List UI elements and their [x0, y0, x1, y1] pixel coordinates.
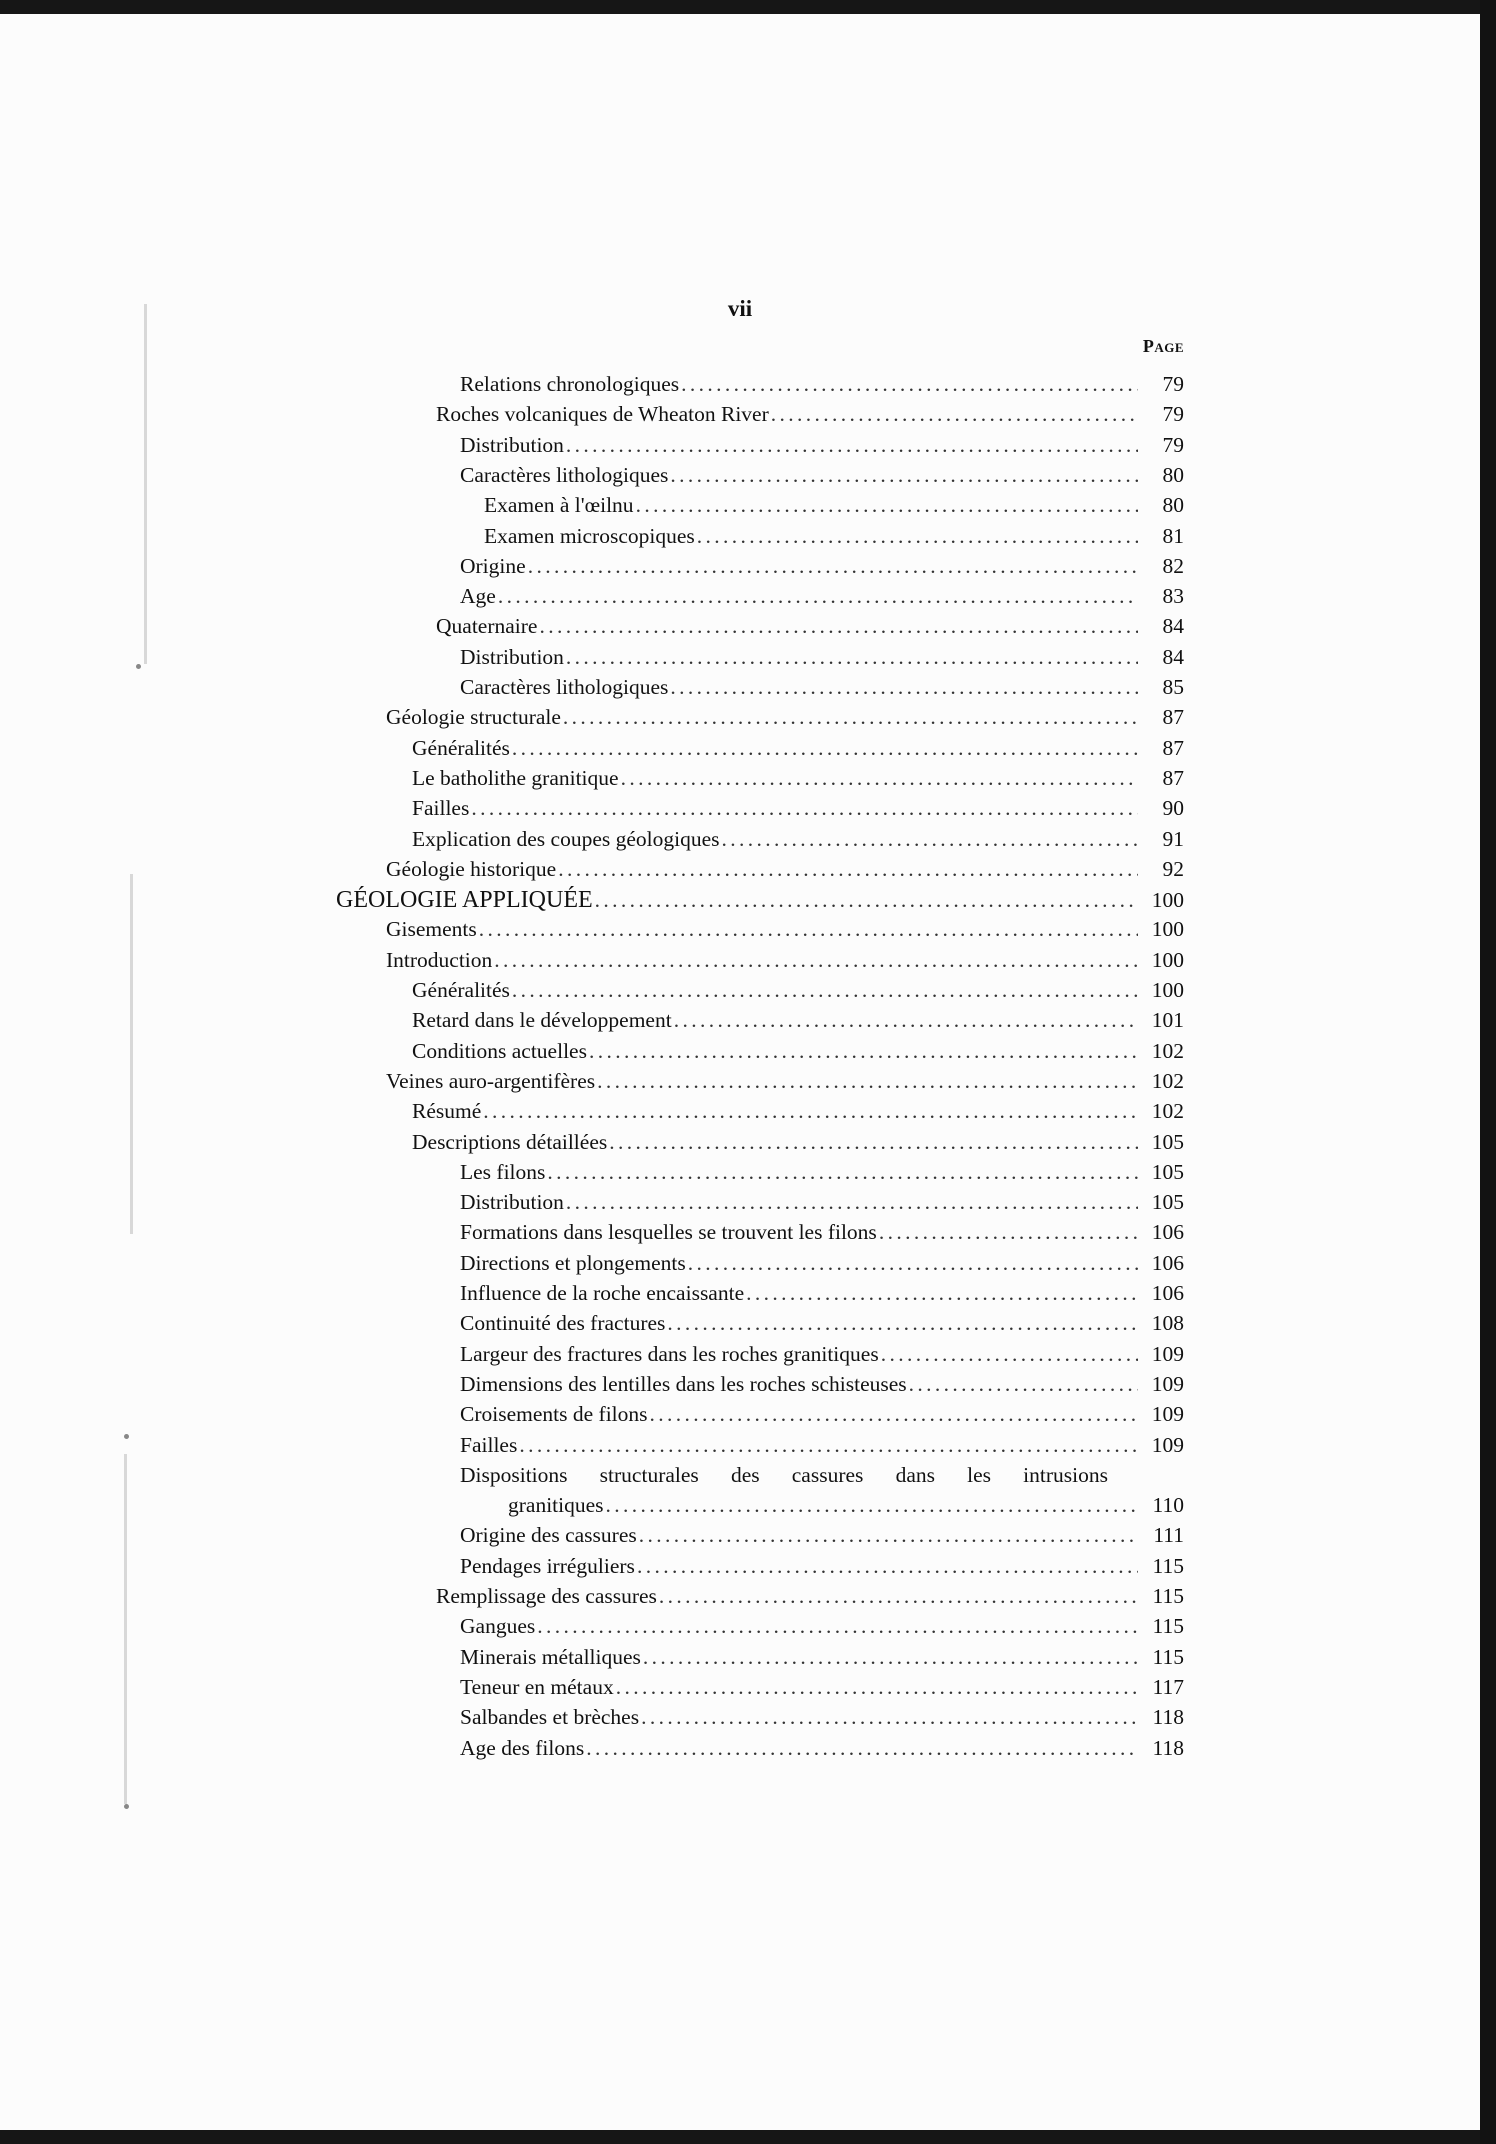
toc-entry[interactable] — [460, 1736, 1184, 1766]
toc-entry[interactable] — [460, 433, 1184, 463]
toc-entry-label: Distribution — [460, 644, 564, 669]
toc-entry-label: Origine — [460, 553, 526, 578]
toc-entry-label: Minerais métalliques — [460, 1644, 641, 1669]
dot-leader — [597, 1069, 1138, 1094]
toc-entry-label: Largeur des fractures dans les roches granitiques — [460, 1341, 879, 1366]
toc-entry-page-number: 106 — [1151, 1220, 1184, 1245]
toc-entry-page-number: 109 — [1151, 1402, 1184, 1427]
dot-leader — [621, 766, 1138, 791]
toc-entry[interactable] — [460, 1311, 1184, 1341]
toc-entry[interactable] — [412, 1099, 1184, 1129]
toc-entry[interactable] — [484, 524, 1184, 554]
dot-leader — [471, 796, 1138, 821]
toc-entry-label: Généralités — [412, 978, 510, 1002]
toc-entry-label: Pendages irréguliers — [460, 1553, 635, 1578]
dot-leader — [746, 1281, 1138, 1306]
toc-entry-label: Veines auro-argentifères — [386, 1068, 596, 1093]
toc-entry[interactable] — [412, 1039, 1184, 1069]
toc-entry-label: Failles — [460, 1432, 518, 1457]
toc-entry-page-number: 100 — [1151, 947, 1184, 972]
toc-entry-label: Distribution — [460, 432, 564, 457]
toc-entry[interactable] — [460, 1554, 1184, 1584]
toc-entry[interactable] — [460, 1523, 1184, 1553]
toc-entry-label: Quaternaire — [436, 614, 538, 639]
toc-entry[interactable] — [412, 1008, 1184, 1038]
dot-leader — [659, 1584, 1138, 1609]
toc-entry-page-number: 85 — [1162, 675, 1184, 699]
toc-entry-page-number: 84 — [1162, 644, 1184, 669]
toc-entry-label: Géologie structurale — [386, 705, 561, 730]
toc-entry-label: Directions et plongements — [460, 1250, 686, 1275]
toc-entry-label: Résumé — [412, 1099, 482, 1124]
toc-entry[interactable] — [460, 1342, 1184, 1372]
dot-leader — [670, 675, 1138, 700]
toc-entry-page-number: 91 — [1162, 826, 1184, 851]
toc-entry-page-number: 115 — [1152, 1553, 1184, 1578]
dot-leader — [566, 645, 1138, 670]
toc-entry[interactable] — [412, 978, 1184, 1008]
toc-entry-page-number: 105 — [1151, 1129, 1184, 1154]
toc-entry-page-number: 82 — [1162, 553, 1184, 578]
dot-leader — [558, 857, 1138, 882]
toc-entry-label: Caractères lithologiques — [460, 462, 669, 487]
toc-entry[interactable] — [412, 766, 1184, 796]
dot-leader — [670, 463, 1138, 488]
toc-entry[interactable] — [460, 1220, 1184, 1250]
toc-entry-page-number: 108 — [1151, 1311, 1184, 1336]
toc-entry[interactable] — [460, 1160, 1184, 1190]
toc-entry-label: Les filons — [460, 1159, 546, 1184]
toc-entry[interactable] — [460, 1372, 1184, 1402]
toc-entry-page-number: 100 — [1151, 917, 1184, 942]
toc-entry-page-number: 109 — [1151, 1341, 1184, 1366]
dot-leader — [609, 1130, 1138, 1155]
toc-entry-label: granitiques — [508, 1493, 604, 1518]
dot-leader — [494, 948, 1138, 973]
toc-entry-label: Dispositions structurales des cassures dans les intrusions — [460, 1462, 1108, 1487]
toc-entry[interactable] — [460, 1402, 1184, 1432]
toc-entry-label: Origine des cassures — [460, 1523, 637, 1548]
toc-entry-page-number: 80 — [1162, 493, 1184, 518]
toc-entry-label: Formations dans lesquelles se trouvent les filons — [460, 1220, 877, 1245]
toc-entry-page-number: 118 — [1152, 1705, 1184, 1730]
page-number: vii — [727, 296, 753, 321]
toc-entry[interactable] — [460, 463, 1184, 493]
toc-entry[interactable] — [412, 1130, 1184, 1160]
toc-entry[interactable] — [386, 1069, 1184, 1099]
toc-entry-page-number: 84 — [1162, 614, 1184, 639]
dot-leader — [539, 614, 1138, 639]
dot-leader — [697, 524, 1138, 549]
toc-entry-label: Gisements — [386, 917, 477, 942]
toc-entry-page-number: 117 — [1152, 1674, 1184, 1699]
toc-entry[interactable] — [484, 493, 1184, 523]
dot-leader — [606, 1493, 1138, 1518]
dot-leader — [595, 888, 1138, 913]
dot-leader — [586, 1736, 1138, 1761]
toc-entry[interactable] — [436, 1584, 1184, 1614]
toc-entry-page-number: 79 — [1162, 432, 1184, 457]
toc-entry-label: Le batholithe granitique — [412, 765, 619, 790]
toc-entry-label: Continuité des fractures — [460, 1311, 666, 1336]
toc-entry-page-number: 109 — [1151, 1432, 1184, 1457]
toc-entry-label: Examen à l'œilnu — [484, 493, 634, 518]
toc-entry-label: Retard dans le développement — [412, 1008, 672, 1033]
toc-entry-page-number: 110 — [1152, 1493, 1184, 1518]
toc-entry-label: Géologie historique — [386, 856, 557, 881]
dot-leader — [483, 1099, 1138, 1124]
toc-entry[interactable] — [436, 402, 1184, 432]
toc-entry-label: Croisements de filons — [460, 1402, 648, 1427]
dot-leader — [498, 584, 1138, 609]
toc-entry[interactable] — [460, 1190, 1184, 1220]
toc-entry[interactable] — [412, 736, 1184, 766]
toc-entry[interactable] — [336, 887, 1184, 917]
toc-entry-page-number: 87 — [1162, 765, 1184, 790]
toc-entry-page-number: 80 — [1162, 462, 1184, 487]
toc-entry-label: Descriptions détaillées — [412, 1129, 608, 1154]
dot-leader — [537, 1614, 1138, 1639]
toc-entry[interactable] — [460, 1705, 1184, 1735]
toc-entry[interactable] — [508, 1493, 1184, 1523]
toc-entry-page-number: 81 — [1162, 523, 1184, 548]
scan-edge — [1480, 0, 1496, 2144]
toc-entry-page-number: 79 — [1162, 402, 1184, 427]
toc-entry-label: Introduction — [386, 947, 493, 972]
toc-entry[interactable] — [460, 372, 1184, 402]
toc-entry[interactable] — [412, 796, 1184, 826]
toc-entry-page-number: 109 — [1151, 1371, 1184, 1396]
toc-entry-page-number: 115 — [1152, 1584, 1184, 1608]
dot-leader — [667, 1311, 1138, 1336]
dot-leader — [722, 827, 1139, 852]
toc-entry-page-number: 79 — [1162, 372, 1184, 396]
toc-entry-label: Généralités — [412, 735, 510, 760]
dot-leader — [637, 1554, 1138, 1579]
toc-entry-label: Age — [460, 584, 496, 609]
dot-leader — [589, 1039, 1138, 1064]
toc-entry-label: Gangues — [460, 1614, 536, 1639]
toc-entry[interactable] — [460, 1433, 1184, 1463]
toc-entry-page-number: 87 — [1162, 735, 1184, 760]
toc-entry[interactable] — [460, 1251, 1184, 1281]
toc-entry[interactable] — [460, 1675, 1184, 1705]
toc-entry-label: Explication des coupes géologiques — [412, 826, 720, 851]
dot-leader — [643, 1645, 1138, 1670]
book-page — [0, 14, 1480, 2130]
toc-entry-label: Examen microscopiques — [484, 523, 695, 548]
dot-leader — [616, 1675, 1138, 1700]
toc-entry-label: Influence de la roche encaissante — [460, 1281, 745, 1305]
toc-entry-label: Roches volcaniques de Wheaton River — [436, 402, 769, 427]
dot-leader — [566, 1190, 1138, 1215]
dot-leader — [639, 1523, 1138, 1548]
toc-entry[interactable] — [386, 705, 1184, 735]
dot-leader — [519, 1433, 1138, 1458]
dot-leader — [547, 1160, 1138, 1185]
toc-entry[interactable] — [460, 584, 1184, 614]
dot-leader — [566, 433, 1138, 458]
toc-entry-label: Conditions actuelles — [412, 1038, 587, 1063]
table-of-contents — [0, 14, 1480, 2130]
dot-leader — [479, 917, 1138, 942]
toc-entry-label: Failles — [412, 796, 470, 821]
toc-entry-label: Relations chronologiques — [460, 372, 680, 396]
toc-entry-label: Remplissage des cassures — [436, 1584, 657, 1608]
dot-leader — [674, 1008, 1138, 1033]
toc-entry[interactable] — [460, 1281, 1184, 1311]
page-column-header: Page — [1142, 336, 1184, 356]
dot-leader — [688, 1251, 1138, 1276]
toc-entry-label: Dimensions des lentilles dans les roches schisteuses — [460, 1371, 907, 1396]
toc-entry-page-number: 92 — [1162, 856, 1184, 881]
toc-entry[interactable] — [436, 614, 1184, 644]
toc-entry[interactable] — [460, 1645, 1184, 1675]
toc-entry-label: Salbandes et brèches — [460, 1705, 640, 1730]
dot-leader — [641, 1705, 1138, 1730]
toc-entry-page-number: 102 — [1151, 1038, 1184, 1063]
toc-entry-page-number: 105 — [1151, 1159, 1184, 1184]
dot-leader — [650, 1402, 1138, 1427]
toc-entry[interactable] — [386, 917, 1184, 947]
toc-entry-page-number: 105 — [1151, 1190, 1184, 1215]
toc-entry-page-number: 115 — [1152, 1644, 1184, 1669]
toc-entry-page-number: 83 — [1162, 584, 1184, 609]
toc-entry-page-number: 102 — [1151, 1099, 1184, 1124]
dot-leader — [636, 493, 1138, 518]
toc-entry[interactable] — [460, 554, 1184, 584]
toc-entry-page-number: 100 — [1151, 888, 1184, 913]
toc-entry-page-number: 106 — [1151, 1250, 1184, 1275]
toc-entry[interactable] — [460, 645, 1184, 675]
dot-leader — [528, 554, 1138, 579]
toc-entry-label: Age des filons — [460, 1735, 585, 1760]
toc-entry-label: Teneur en métaux — [460, 1674, 614, 1699]
toc-entry[interactable] — [386, 857, 1184, 887]
toc-entry-page-number: 102 — [1151, 1068, 1184, 1093]
dot-leader — [512, 736, 1138, 761]
toc-entry[interactable] — [460, 1614, 1184, 1644]
toc-entry-page-number: 111 — [1153, 1523, 1184, 1548]
toc-entry-page-number: 101 — [1151, 1008, 1184, 1033]
toc-entry-page-number: 90 — [1162, 796, 1184, 821]
toc-entry-page-number: 118 — [1152, 1735, 1184, 1760]
dot-leader — [909, 1372, 1138, 1397]
dot-leader — [512, 978, 1138, 1003]
toc-entry[interactable] — [386, 948, 1184, 978]
toc-entry-page-number: 100 — [1151, 978, 1184, 1002]
toc-entry-page-number: 115 — [1152, 1614, 1184, 1639]
toc-entry-page-number: 106 — [1151, 1281, 1184, 1305]
toc-entry-label: Caractères lithologiques — [460, 675, 669, 699]
dot-leader — [681, 372, 1138, 397]
dot-leader — [771, 402, 1138, 427]
dot-leader — [881, 1342, 1138, 1367]
toc-entry-page-number: 87 — [1162, 705, 1184, 730]
toc-entry[interactable] — [412, 827, 1184, 857]
toc-entry[interactable] — [460, 675, 1184, 705]
dot-leader — [879, 1220, 1138, 1245]
toc-entry-label: GÉOLOGIE APPLIQUÉE — [336, 887, 593, 914]
toc-entry-label: Distribution — [460, 1190, 564, 1215]
dot-leader — [563, 705, 1138, 730]
